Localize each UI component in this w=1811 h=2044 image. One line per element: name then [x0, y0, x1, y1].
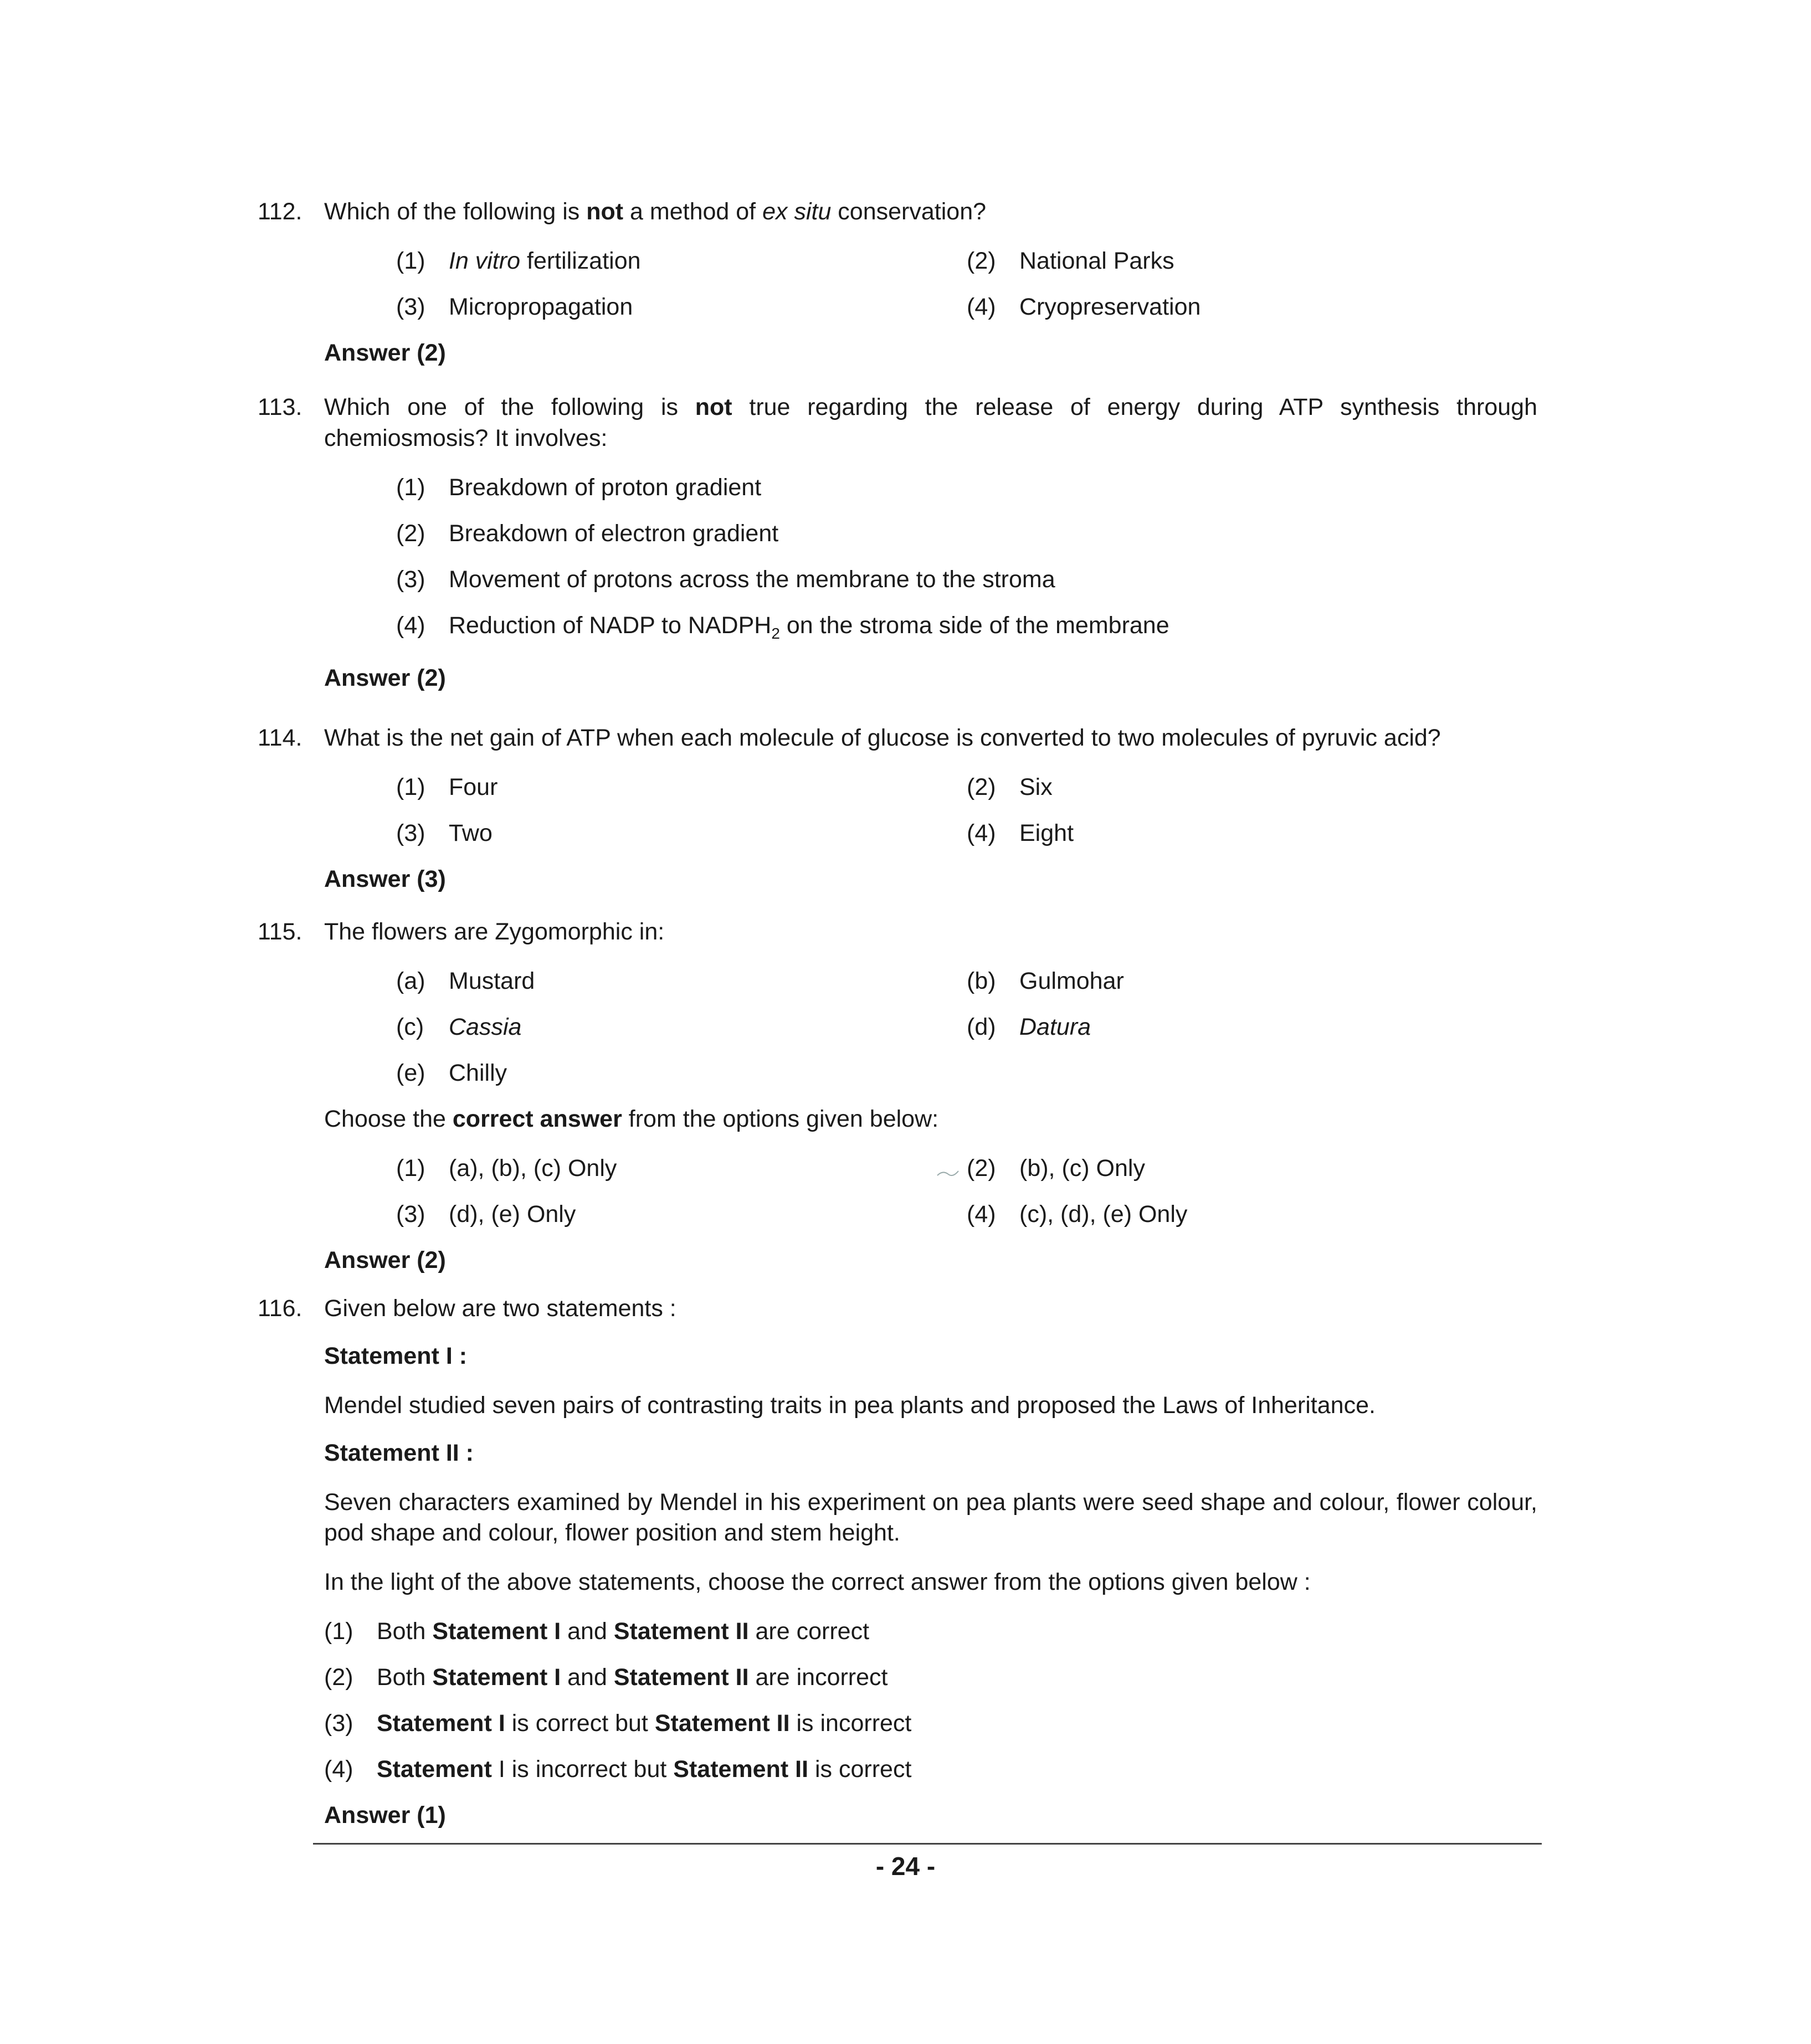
- option-4: (4) (c), (d), (e) Only: [967, 1200, 1188, 1228]
- option-row: [324, 1153, 1537, 1181]
- item-e: (e) Chilly: [396, 1059, 507, 1086]
- question-114: [258, 723, 1537, 895]
- question-number: 113.: [258, 394, 302, 420]
- page-number: - 24 -: [875, 1852, 936, 1881]
- question-number: 116.: [258, 1295, 302, 1322]
- question-115: [258, 917, 1537, 1276]
- option-4: (4) Eight: [967, 819, 1074, 846]
- option-4: (4) Statement I is incorrect but Statement II is correct: [324, 1756, 912, 1783]
- question-116: [258, 1293, 1537, 1831]
- option-1: (1) Both Statement I and Statement II are correct: [324, 1618, 870, 1645]
- item-c: (c) Cassia: [396, 1013, 522, 1040]
- answer: Answer (1): [324, 1802, 446, 1829]
- question-number: 112.: [258, 198, 302, 225]
- option-row: [324, 246, 1537, 274]
- statement-1-label: Statement I :: [324, 1342, 468, 1369]
- item-d: (d) Datura: [967, 1013, 1091, 1040]
- option-2: (2) Breakdown of electron gradient: [396, 520, 779, 547]
- item-a: (a) Mustard: [396, 967, 535, 994]
- option-row: [324, 1754, 1537, 1782]
- option-3: (3) (d), (e) Only: [396, 1200, 576, 1228]
- answer: Answer (3): [324, 865, 446, 892]
- item-b: (b) Gulmohar: [967, 967, 1124, 994]
- option-3: (3) Statement I is correct but Statement II is incorrect: [324, 1710, 912, 1737]
- option-row: [324, 292, 1537, 320]
- instruction: In the light of the above statements, choose the correct answer from the options given below :: [324, 1569, 1311, 1596]
- question-stem: The flowers are Zygomorphic in:: [324, 918, 665, 945]
- option-row: [324, 518, 1537, 546]
- option-row: [324, 564, 1537, 592]
- option-2: (2) (b), (c) Only: [967, 1154, 1145, 1182]
- question-stem: Given below are two statements :: [324, 1295, 676, 1322]
- option-1: (1) Four: [396, 773, 498, 800]
- option-3: (3) Movement of protons across the membrane to the stroma: [396, 566, 1055, 593]
- option-row: [324, 1662, 1537, 1690]
- stray-pen-mark: [936, 1163, 964, 1180]
- item-row: [324, 966, 1537, 994]
- option-row: [324, 473, 1537, 500]
- option-row: [324, 772, 1537, 800]
- option-1: (1) (a), (b), (c) Only: [396, 1154, 617, 1182]
- option-1: (1) In vitro fertilization: [396, 247, 641, 274]
- question-stem: Which of the following is not a method of ex situ conservation?: [324, 198, 987, 225]
- option-row: [324, 1199, 1537, 1227]
- option-2: (2) National Parks: [967, 247, 1174, 274]
- option-row: [324, 1616, 1537, 1644]
- question-113: [258, 392, 1537, 694]
- answer: Answer (2): [324, 1246, 446, 1273]
- choose-instruction: Choose the correct answer from the options given below:: [324, 1105, 939, 1132]
- footer-divider: [313, 1843, 1542, 1845]
- answer: Answer (2): [324, 339, 446, 366]
- question-stem: Which one of the following is not true regarding the release of energy during ATP synthesis through chemiosmosis? It involves:: [324, 394, 1537, 451]
- option-row: [324, 610, 1537, 642]
- answer: Answer (2): [324, 664, 446, 691]
- option-3: (3) Two: [396, 819, 492, 846]
- statement-2-label: Statement II :: [324, 1439, 474, 1466]
- question-number: 114.: [258, 725, 302, 751]
- option-3: (3) Micropropagation: [396, 293, 633, 320]
- option-4: (4) Cryopreservation: [967, 293, 1201, 320]
- statement-1: Mendel studied seven pairs of contrasting traits in pea plants and proposed the Laws of Inheritance.: [324, 1391, 1376, 1419]
- item-row: [324, 1058, 1537, 1086]
- question-112: [258, 197, 1537, 369]
- question-number: 115.: [258, 918, 302, 945]
- item-row: [324, 1012, 1537, 1040]
- option-1: (1) Breakdown of proton gradient: [396, 474, 762, 501]
- option-2: (2) Both Statement I and Statement II are incorrect: [324, 1664, 888, 1691]
- option-4: (4) Reduction of NADP to $NADPH_2$ on the stroma side of the membrane: [396, 612, 1169, 642]
- statement-2: Seven characters examined by Mendel in his experiment on pea plants were seed shape and colour, flower colour, pod shape and colour, flower position and stem height.: [324, 1488, 1537, 1547]
- question-stem: What is the net gain of ATP when each molecule of glucose is converted to two molecules of pyruvic acid?: [324, 725, 1441, 751]
- option-row: [324, 818, 1537, 846]
- option-row: [324, 1708, 1537, 1736]
- option-2: (2) Six: [967, 773, 1053, 800]
